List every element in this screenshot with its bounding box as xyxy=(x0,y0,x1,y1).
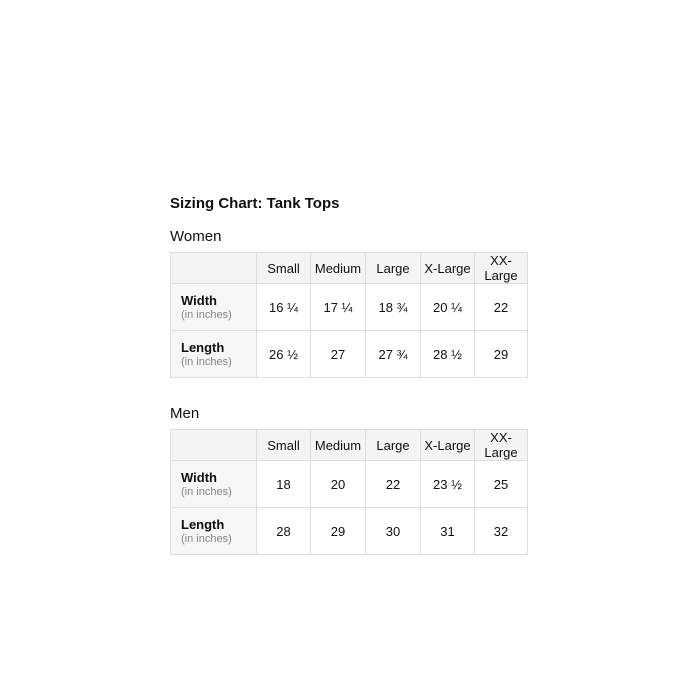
row-label: Width xyxy=(181,292,217,308)
table-header-row xyxy=(171,430,528,461)
value-cell: 22 xyxy=(475,284,528,331)
row-label-cell xyxy=(171,284,257,331)
corner-cell xyxy=(171,430,257,461)
column-header-small: Small xyxy=(257,430,311,461)
corner-cell xyxy=(171,253,257,284)
value-cell: 28 xyxy=(257,508,311,555)
value-cell: 26 ½ xyxy=(257,331,311,378)
page-title: Sizing Chart: Tank Tops xyxy=(170,195,340,212)
value-cell: 18 xyxy=(257,461,311,508)
value-cell: 30 xyxy=(366,508,421,555)
value-cell: 20 ¼ xyxy=(421,284,475,331)
value-cell: 29 xyxy=(475,331,528,378)
column-header-large: Large xyxy=(366,253,421,284)
value-cell: 16 ¼ xyxy=(257,284,311,331)
value-cell: 29 xyxy=(311,508,366,555)
value-cell: 22 xyxy=(366,461,421,508)
table-row-width xyxy=(171,284,528,331)
row-label-cell xyxy=(171,508,257,555)
women-size-table xyxy=(170,252,528,378)
column-header-small: Small xyxy=(257,253,311,284)
men-size-table xyxy=(170,429,528,555)
value-cell: 27 xyxy=(311,331,366,378)
row-label: Length xyxy=(181,516,225,532)
row-sublabel: (in inches) xyxy=(181,308,232,321)
value-cell: 23 ½ xyxy=(421,461,475,508)
column-header-medium: Medium xyxy=(311,253,366,284)
value-cell: 17 ¼ xyxy=(311,284,366,331)
value-cell: 31 xyxy=(421,508,475,555)
row-label: Width xyxy=(181,469,217,485)
column-header-xxlarge: XX-Large xyxy=(475,253,528,284)
value-cell: 20 xyxy=(311,461,366,508)
row-label-cell xyxy=(171,461,257,508)
row-sublabel: (in inches) xyxy=(181,485,232,498)
row-sublabel: (in inches) xyxy=(181,355,232,368)
value-cell: 28 ½ xyxy=(421,331,475,378)
sizing-chart-panel xyxy=(170,194,527,581)
table-row-width xyxy=(171,461,528,508)
value-cell: 18 ¾ xyxy=(366,284,421,331)
column-header-large: Large xyxy=(366,430,421,461)
value-cell: 32 xyxy=(475,508,528,555)
column-header-xlarge: X-Large xyxy=(421,253,475,284)
value-cell: 25 xyxy=(475,461,528,508)
row-label-cell xyxy=(171,331,257,378)
table-header-row xyxy=(171,253,528,284)
table-row-length xyxy=(171,331,528,378)
section-title-women: Women xyxy=(170,228,222,245)
value-cell: 27 ¾ xyxy=(366,331,421,378)
row-label: Length xyxy=(181,339,225,355)
table-row-length xyxy=(171,508,528,555)
row-sublabel: (in inches) xyxy=(181,532,232,545)
column-header-xlarge: X-Large xyxy=(421,430,475,461)
column-header-medium: Medium xyxy=(311,430,366,461)
section-title-men: Men xyxy=(170,405,200,422)
column-header-xxlarge: XX-Large xyxy=(475,430,528,461)
